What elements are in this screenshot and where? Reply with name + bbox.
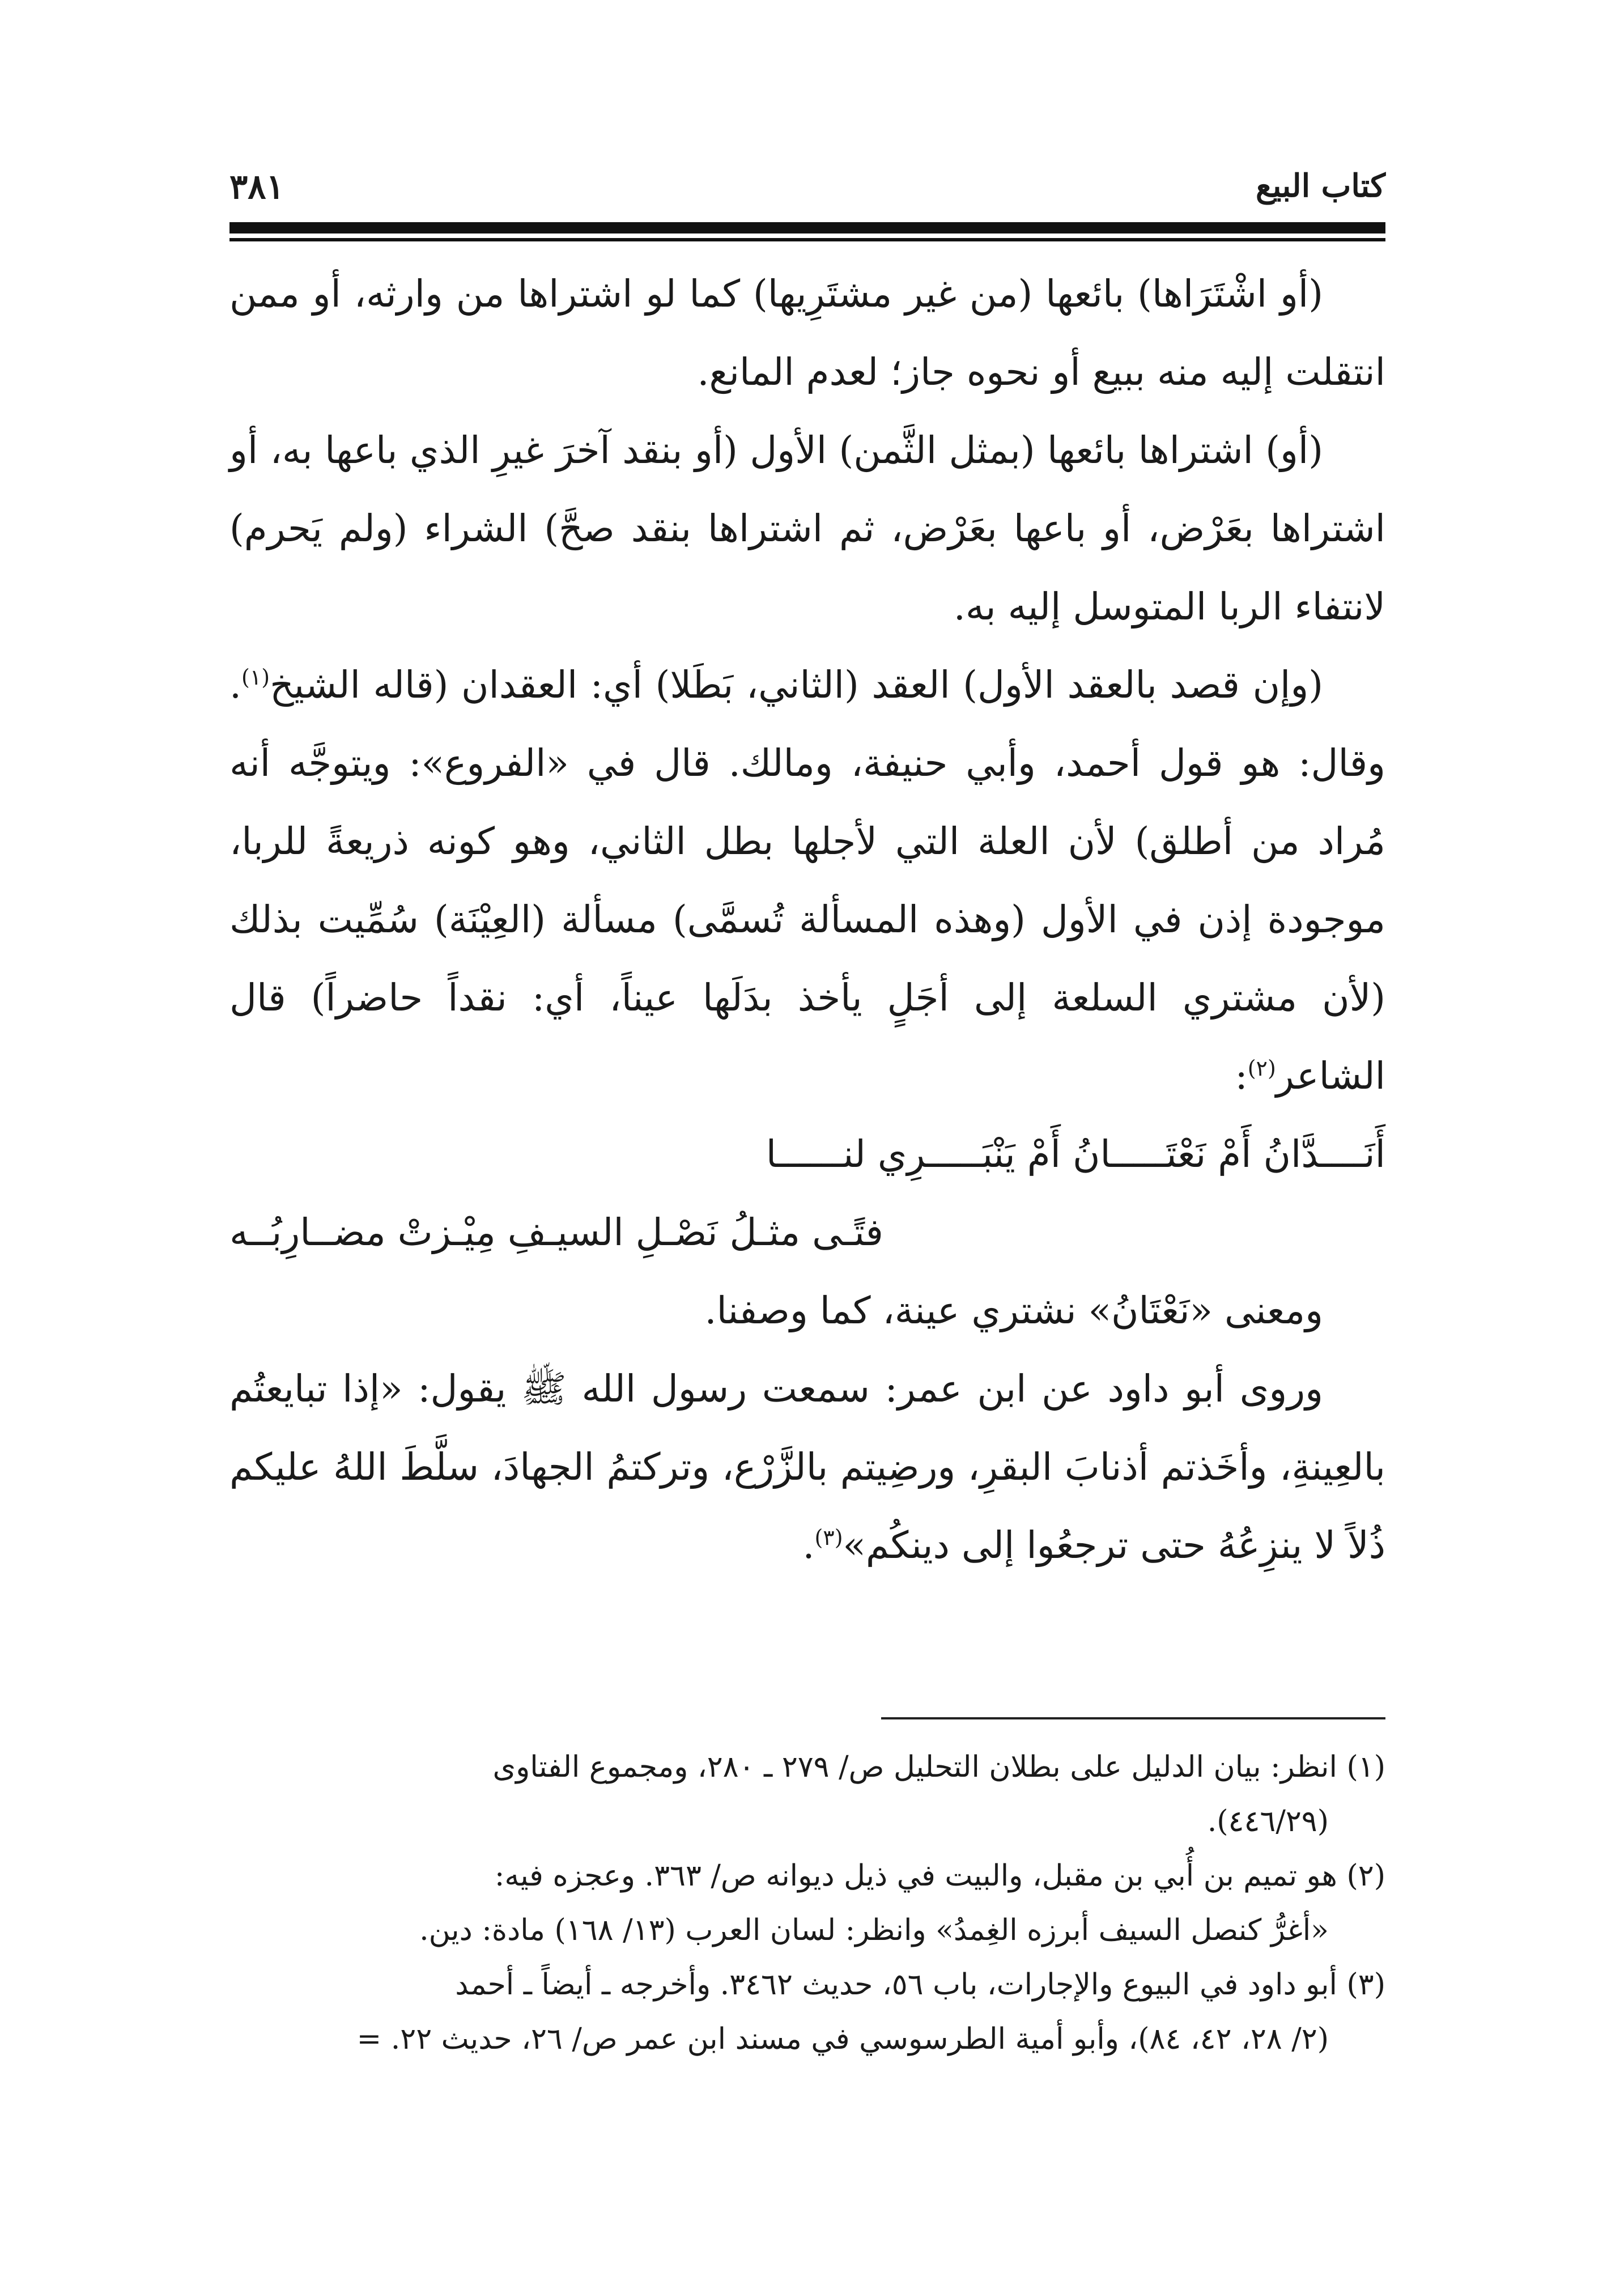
paragraph-5-part-b: . <box>802 1523 815 1567</box>
paragraph-3 <box>229 646 1385 1115</box>
footnote-ref-2[interactable]: (٢) <box>1247 1056 1276 1081</box>
header-rule-thin <box>229 238 1385 241</box>
footnote-ref-3[interactable]: (٣) <box>814 1525 843 1550</box>
footnote-2-line-2: «أغرُّ كنصل السيف أبرزه الغِمدُ» وانظر: لسان العرب (١٣/ ١٦٨) مادة: دين. <box>419 1913 1329 1947</box>
footnote-3-line-1: (٣) أبو داود في البيوع والإجارات، باب ٥٦، حديث ٣٤٦٢. وأخرجه ـ أيضاً ـ أحمد <box>455 1968 1385 2002</box>
paragraph-5-part-a: وروى أبو داود عن ابن عمر: سمعت رسول الله ﷺ يقول: «إذا تبايعتُم بالعِينةِ، وأخَذتم أذنابَ البقرِ، ورضِيتم بالزَّرْع، وتركتمُ الجهادَ، سلَّطَ اللهُ عليكم ذُلاً لا ينزِعُهُ حتى ترجعُوا إلى دينكُم» <box>229 1367 1385 1567</box>
footnote-2-line-1: (٢) هو تميم بن أُبي بن مقبل، والبيت في ذيل ديوانه ص/ ٣٦٣. وعجزه فيه: <box>494 1859 1385 1893</box>
paragraph-3-part-b: . وقال: هو قول أحمد، وأبي حنيفة، ومالك. قال في «الفروع»: ويتوجَّه أنه مُراد من أطلق) لأن العلة التي لأجلها بطل الثاني، وهو كونه ذريعةً للربا، موجودة إذن في الأول (وهذه المسألة تُسمَّى) مسألة (العِيْنَة) سُمِّيت بذلك (لأن مشتري السلعة إلى أجَلٍ يأخذ بدَلَها عيناً، أي: نقداً حاضراً) قال الشاعر <box>229 663 1385 1098</box>
footnote-1-line-1: (١) انظر: بيان الدليل على بطلان التحليل ص/ ٢٧٩ ـ ٢٨٠، ومجموع الفتاوى <box>492 1750 1385 1784</box>
paragraph-4: ومعنى «نَعْتَانُ» نشتري عينة، كما وصفنا. <box>704 1289 1323 1332</box>
header-rule-thick <box>229 222 1385 233</box>
page-header <box>229 162 1385 213</box>
paragraph-2: (أو) اشتراها بائعها (بمثل الثَّمن) الأول (أو بنقد آخرَ غيرِ الذي باعها به، أو اشتراها بعَرْض، أو باعها بعَرْض، ثم اشتراها بنقد صحَّ) الشراء (ولم يَحرم) لانتفاء الربا المتوسل إليه به. <box>229 428 1385 629</box>
main-text <box>229 255 1385 1585</box>
paragraph-3-part-a: (وإن قصد بالعقد الأول) العقد (الثاني، بَطَلا) أي: العقدان (قاله الشيخ <box>270 663 1323 707</box>
footnote-separator <box>881 1717 1385 1719</box>
paragraph-1: (أو اشْتَرَاها) بائعها (من غير مشتَرِيها) كما لو اشتراها من وارثه، أو ممن انتقلت إليه منه ببيع أو نحوه جاز؛ لعدم المانع. <box>229 272 1385 394</box>
verse-line-2 <box>229 1194 1385 1272</box>
paragraph-5 <box>229 1350 1385 1585</box>
footnote-3-line-2: (٢/ ٢٨، ٤٢، ٨٤)، وأبو أمية الطرسوسي في مسند ابن عمر ص/ ٢٦، حديث ٢٢. = <box>356 2022 1329 2056</box>
page-number: ٣٨١ <box>229 167 284 207</box>
running-title: كتاب البيع <box>1255 167 1385 205</box>
verse-line-1-text: أَنَــــدَّانُ أَمْ نَعْتَـــــانُ أَمْ يَنْبَـــــرِي لنــــــا <box>766 1132 1385 1176</box>
verse-line-1 <box>229 1115 1385 1194</box>
footnote-1-line-2: (٤٤٦/٢٩). <box>1207 1804 1329 1838</box>
verse-line-2-text: فتًـى مثـلُ نَصْـلِ السيـفِ مِيْـزتْ مضــارِبُــه <box>229 1211 883 1254</box>
footnotes <box>229 1740 1385 2066</box>
footnote-ref-1[interactable]: (١) <box>241 665 270 690</box>
paragraph-3-part-c: : <box>1235 1054 1248 1098</box>
